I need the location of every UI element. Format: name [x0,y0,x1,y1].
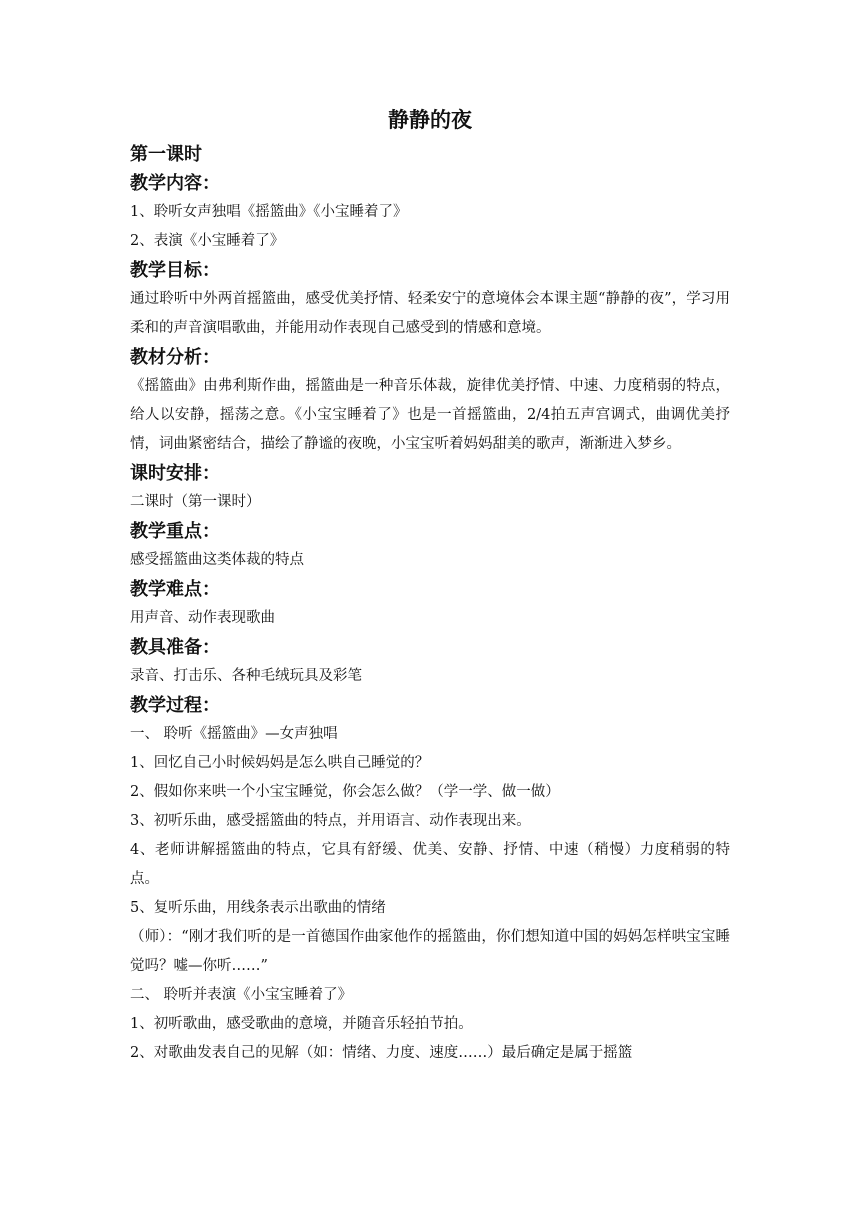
process-step: 5、复听乐曲，用线条表示出歌曲的情绪 [130,900,386,916]
goals-text: 通过聆听中外两首摇篮曲，感受优美抒情、轻柔安宁的意境体会本课主题“静静的夜”，学习用柔和的声音演唱歌曲，并能用动作表现自己感受到的情感和意境。 [130,291,730,336]
focus-text: 感受摇篮曲这类体裁的特点 [130,552,304,568]
analysis-heading: 教材分析： [130,347,220,368]
content-heading: 教学内容： [130,173,220,194]
process-step: 2、假如你来哄一个小宝宝睡觉，你会怎么做？（学一学、做一做） [130,784,560,800]
process-part1: 一、 聆听《摇篮曲》—女声独唱 [130,726,338,742]
focus-heading: 教学重点： [130,521,220,542]
process-step: 2、对歌曲发表自己的见解（如：情绪、力度、速度……）最后确定是属于摇篮 [130,1045,633,1061]
difficulty-text: 用声音、动作表现歌曲 [130,610,275,626]
schedule-text: 二课时（第一课时） [130,494,261,510]
difficulty-heading: 教学难点： [130,579,220,600]
materials-heading: 教具准备： [130,637,220,658]
schedule-heading: 课时安排： [130,463,220,484]
document-title: 静静的夜 [388,107,472,132]
content-item: 2、表演《小宝睡着了》 [130,233,285,249]
process-heading: 教学过程： [130,695,220,716]
process-step: 1、初听歌曲，感受歌曲的意境，并随音乐轻拍节拍。 [130,1016,473,1032]
session-heading: 第一课时 [130,144,202,165]
materials-text: 录音、打击乐、各种毛绒玩具及彩笔 [130,668,362,684]
teacher-quote: （师）：“刚才我们听的是一首德国作曲家他作的摇篮曲，你们想知道中国的妈妈怎样哄宝宝睡觉吗？嘘—你听……” [130,929,730,974]
goals-heading: 教学目标： [130,260,220,281]
analysis-text: 《摇篮曲》由弗利斯作曲，摇篮曲是一种音乐体裁，旋律优美抒情、中速、力度稍弱的特点，给人以安静，摇荡之意。《小宝宝睡着了》也是一首摇篮曲，2/4拍五声宫调式，曲调优美抒情，词曲紧密结合，描绘了静谧的夜晚，小宝宝听着妈妈甜美的歌声，渐渐进入梦乡。 [130,378,730,452]
process-step: 1、回忆自己小时候妈妈是怎么哄自己睡觉的？ [130,755,430,771]
process-step: 4、老师讲解摇篮曲的特点，它具有舒缓、优美、安静、抒情、中速（稍慢）力度稍弱的特点。 [130,842,730,887]
process-part2: 二、 聆听并表演《小宝宝睡着了》 [130,987,353,1003]
content-item: 1、聆听女声独唱《摇篮曲》《小宝睡着了》 [130,204,408,220]
document-page [130,100,730,1068]
process-step: 3、初听乐曲，感受摇篮曲的特点，并用语言、动作表现出来。 [130,813,531,829]
